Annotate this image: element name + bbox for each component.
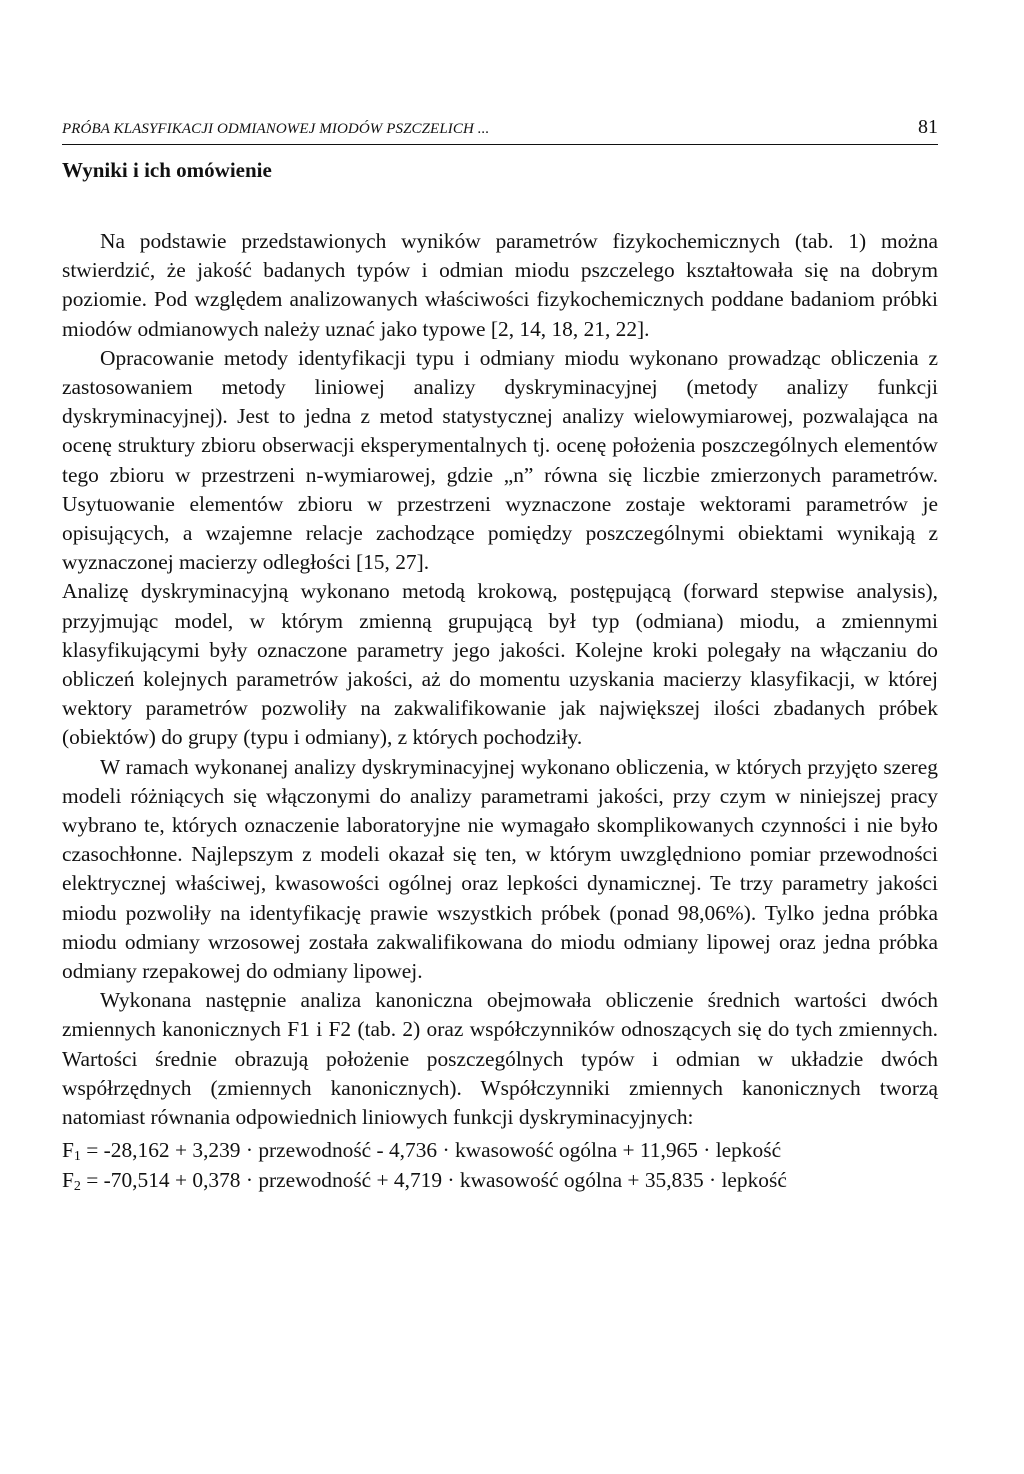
page-number: 81 xyxy=(918,116,938,138)
running-header xyxy=(62,116,938,139)
formulas xyxy=(62,1136,938,1194)
body-text xyxy=(62,227,938,1195)
formula-f2-rhs: = -70,514 + 0,378 · przewodność + 4,719 · kwasowość ogólna + 35,835 · lepkość xyxy=(80,1167,787,1192)
formula-f1-lhs: F xyxy=(62,1138,74,1163)
formula-f2 xyxy=(62,1166,938,1195)
section-heading: Wyniki i ich omówienie xyxy=(62,158,272,182)
formula-f2-subscript: 2 xyxy=(73,1178,81,1194)
paragraph-1: Na podstawie przedstawionych wyników parametrów fizykochemicznych (tab. 1) można stwierdzić, że jakość badanych typów i odmian miodu pszczelego kształtowała się na dobrym poziomie. Pod względem analizowanych właściwości fizykochemicznych poddane badaniom próbki miodów odmianowych należy uznać jako typowe [2, 14, 18, 21, 22]. xyxy=(62,229,938,341)
running-title: PRÓBA KLASYFIKACJI ODMIANOWEJ MIODÓW PSZCZELICH ... xyxy=(62,121,490,137)
paragraph-5: Wykonana następnie analiza kanoniczna obejmowała obliczenie średnich wartości dwóch zmiennych kanonicznych F1 i F2 (tab. 2) oraz współczynników odnoszących się do tych zmiennych. Wartości średnie obrazują położenie poszczególnych typów i odmian w układzie dwóch współrzędnych (zmiennych kanonicznych). Współczynniki zmiennych kanonicznych tworzą natomiast równania odpowiednich liniowych funkcji dyskryminacyjnych: xyxy=(62,988,938,1130)
paragraph-4: W ramach wykonanej analizy dyskryminacyjnej wykonano obliczenia, w których przyjęto szereg modeli różniących się włączonymi do analizy parametrami jakości, przy czym w niniejszej pracy wybrano te, których oznaczenie laboratoryjne nie wymagało skomplikowanych czynności i nie było czasochłonne. Najlepszym z modeli okazał się ten, w którym uwzględniono pomiar przewodności elektrycznej właściwej, kwasowości ogólnej oraz lepkości dynamicznej. Te trzy parametry jakości miodu pozwoliły na identyfikację prawie wszystkich próbek (ponad 98,06%). Tylko jedna próbka miodu odmiany wrzosowej została zakwalifikowana do miodu odmiany lipowej oraz jedna próbka odmiany rzepakowej do odmiany lipowej. xyxy=(62,754,938,984)
formula-f1-subscript: 1 xyxy=(73,1149,81,1165)
paragraph-3: Analizę dyskryminacyjną wykonano metodą krokową, postępującą (forward stepwise analysis), przyjmując model, w którym zmienną grupującą był typ (odmiana) miodu, a zmiennymi klasyfikującymi były oznaczone parametry jego jakości. Kolejne kroki polegały na włączaniu do obliczeń kolejnych parametrów jakości, aż do momentu uzyskania macierzy klasyfikacji, w której wektory parametrów pozwoliły na zakwalifikowanie jak największej ilości zbadanych próbek (obiektów) do grupy (typu i odmiany), z których pochodziły. xyxy=(62,579,938,750)
formula-f2-lhs: F xyxy=(62,1167,74,1192)
formula-f1 xyxy=(62,1136,938,1165)
header-rule xyxy=(62,144,938,145)
paragraph-2: Opracowanie metody identyfikacji typu i odmiany miodu wykonano prowadząc obliczenia z zastosowaniem metody liniowej analizy dyskryminacyjnej (metody analizy funkcji dyskryminacyjnej). Jest to jedna z metod statystycznej analizy wielowymiarowej, pozwalająca na ocenę struktury zbioru obserwacji eksperymentalnych tj. ocenę położenia poszczególnych elementów tego zbioru w przestrzeni n-wymiarowej, gdzie „n” równa się liczbie zmierzonych parametrów. Usytuowanie elementów zbioru w przestrzeni wyznaczone zostaje wektorami parametrów je opisujących, a wzajemne relacje zachodzące pomiędzy poszczególnymi obiektami wynikają z wyznaczonej macierzy odległości [15, 27]. xyxy=(62,345,938,575)
formula-f1-rhs: = -28,162 + 3,239 · przewodność - 4,736 · kwasowość ogólna + 11,965 · lepkość xyxy=(80,1138,782,1163)
